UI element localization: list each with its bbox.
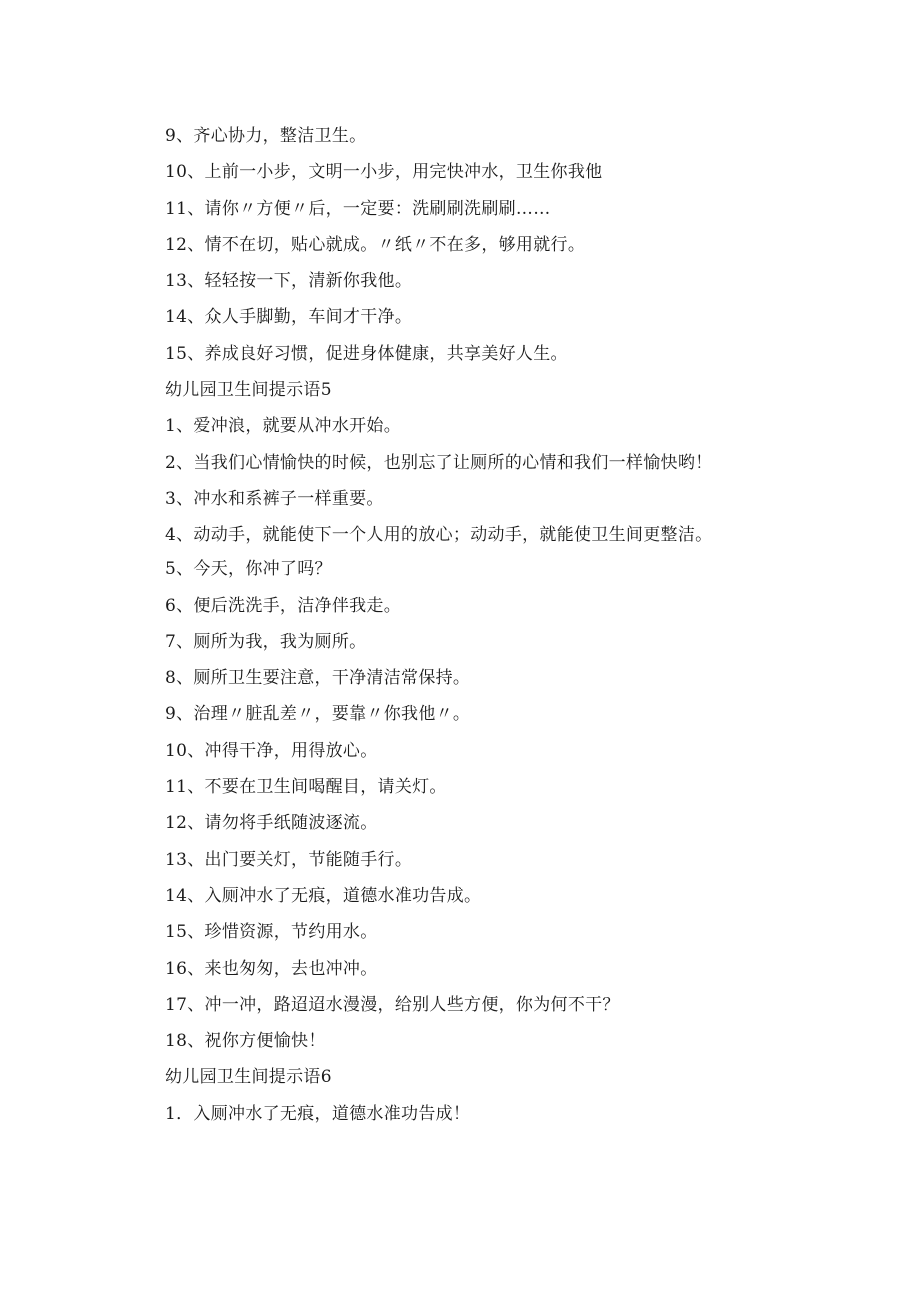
list-item: 2、当我们心情愉快的时候，也别忘了让厕所的心情和我们一样愉快哟！ — [165, 452, 713, 473]
list-item: 18、祝你方便愉快！ — [165, 1031, 326, 1052]
list-item: 9、治理〃脏乱差〃，要靠〃你我他〃。 — [165, 704, 471, 725]
list-item: 1．入厕冲水了无痕，道德水准功告成！ — [165, 1103, 471, 1124]
list-item: 4、动动手，就能使下一个人用的放心；动动手，就能使卫生间更整洁。 — [165, 525, 713, 546]
list-item: 12、请勿将手纸随波逐流。 — [165, 813, 378, 834]
section-heading: 幼儿园卫生间提示语6 — [165, 1067, 332, 1088]
list-item: 11、请你〃方便〃后，一定要：洗刷刷洗刷刷…… — [165, 198, 551, 219]
list-item: 12、情不在切，贴心就成。〃纸〃不在多，够用就行。 — [165, 234, 586, 255]
list-item: 6、便后洗洗手，洁净伴我走。 — [165, 595, 402, 616]
list-item: 10、上前一小步，文明一小步，用完快冲水，卫生你我他 — [165, 162, 603, 183]
list-item: 14、入厕冲水了无痕，道德水准功告成。 — [165, 885, 482, 906]
list-item: 17、冲一冲，路迢迢水漫漫，给别人些方便，你为何不干？ — [165, 994, 620, 1015]
list-item: 11、不要在卫生间喝醒目，请关灯。 — [165, 777, 447, 798]
list-item: 13、轻轻按一下，清新你我他。 — [165, 271, 413, 292]
list-item: 1、爱冲浪，就要从冲水开始。 — [165, 416, 402, 437]
list-item: 10、冲得干净，用得放心。 — [165, 740, 378, 761]
list-item: 15、养成良好习惯，促进身体健康，共享美好人生。 — [165, 343, 568, 364]
list-item: 5、今天，你冲了吗？ — [165, 559, 332, 580]
list-item: 16、来也匆匆，去也冲冲。 — [165, 958, 378, 979]
list-item: 13、出门要关灯，节能随手行。 — [165, 849, 413, 870]
list-item: 8、厕所卫生要注意，干净清洁常保持。 — [165, 668, 471, 689]
list-item: 14、众人手脚勤，车间才干净。 — [165, 307, 413, 328]
section-heading: 幼儿园卫生间提示语5 — [165, 380, 332, 401]
list-item: 3、冲水和系裤子一样重要。 — [165, 488, 384, 509]
list-item: 7、厕所为我，我为厕所。 — [165, 631, 367, 652]
document-body — [165, 122, 765, 1136]
list-item: 15、珍惜资源，节约用水。 — [165, 922, 378, 943]
list-item: 9、齐心协力，整洁卫生。 — [165, 126, 367, 146]
